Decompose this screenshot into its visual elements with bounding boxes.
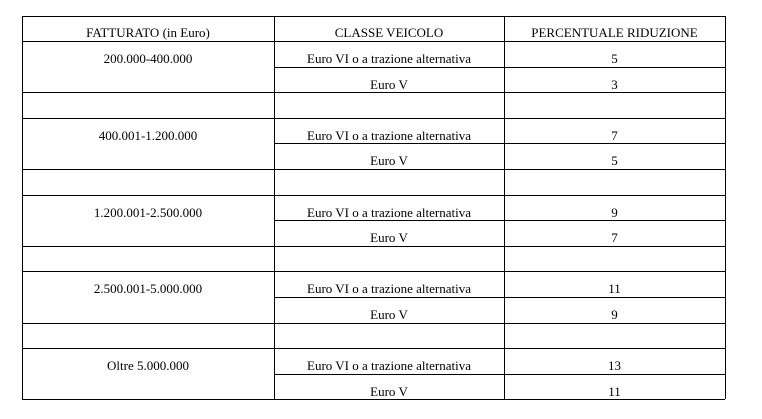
column-border-0 xyxy=(22,16,23,399)
classe-veicolo-cell: Euro VI o a trazione alternativa xyxy=(307,358,471,373)
classe-veicolo-cell: Euro V xyxy=(370,384,408,399)
classe-veicolo-cell: Euro V xyxy=(370,153,408,168)
percentuale-cell: 7 xyxy=(611,230,618,245)
percentuale-cell: 9 xyxy=(611,307,618,322)
percentuale-cell: 7 xyxy=(611,128,618,143)
spacer-row-bottom-rule xyxy=(22,271,725,272)
table-top-border xyxy=(22,16,725,17)
classe-veicolo-cell: Euro VI o a trazione alternativa xyxy=(307,128,471,143)
classe-veicolo-cell: Euro V xyxy=(370,230,408,245)
subrow-divider xyxy=(274,67,725,68)
classe-veicolo-cell: Euro VI o a trazione alternativa xyxy=(307,51,471,66)
subrow-divider xyxy=(274,143,725,144)
subrow-divider xyxy=(274,297,725,298)
group-bottom-rule xyxy=(22,92,725,93)
classe-veicolo-cell: Euro V xyxy=(370,307,408,322)
header-bottom-rule xyxy=(22,41,725,42)
header-percentuale-riduzione: PERCENTUALE RIDUZIONE xyxy=(531,25,698,40)
subrow-divider xyxy=(274,374,725,375)
percentuale-cell: 5 xyxy=(611,51,618,66)
percentuale-cell: 3 xyxy=(611,77,618,92)
fatturato-value: 200.000-400.000 xyxy=(103,51,193,66)
percentuale-cell: 5 xyxy=(611,153,618,168)
header-classe-veicolo: CLASSE VEICOLO xyxy=(334,25,444,40)
classe-veicolo-cell: Euro VI o a trazione alternativa xyxy=(307,281,471,296)
group-bottom-rule xyxy=(22,246,725,247)
fatturato-value: Oltre 5.000.000 xyxy=(107,358,189,373)
percentuale-cell: 9 xyxy=(611,205,618,220)
spacer-row-bottom-rule xyxy=(22,348,725,349)
group-bottom-rule xyxy=(22,169,725,170)
percentuale-cell: 13 xyxy=(608,358,621,373)
percentuale-cell: 11 xyxy=(608,384,621,399)
group-bottom-rule xyxy=(22,399,725,400)
classe-veicolo-cell: Euro VI o a trazione alternativa xyxy=(307,205,471,220)
fatturato-value: 2.500.001-5.000.000 xyxy=(93,281,203,296)
fatturato-value: 1.200.001-2.500.000 xyxy=(93,205,203,220)
percentuale-cell: 11 xyxy=(608,281,621,296)
group-bottom-rule xyxy=(22,323,725,324)
classe-veicolo-cell: Euro V xyxy=(370,77,408,92)
subrow-divider xyxy=(274,220,725,221)
spacer-row-bottom-rule xyxy=(22,195,725,196)
spacer-row-bottom-rule xyxy=(22,118,725,119)
header-fatturato: FATTURATO (in Euro) xyxy=(86,25,210,40)
fatturato-value: 400.001-1.200.000 xyxy=(98,128,198,143)
